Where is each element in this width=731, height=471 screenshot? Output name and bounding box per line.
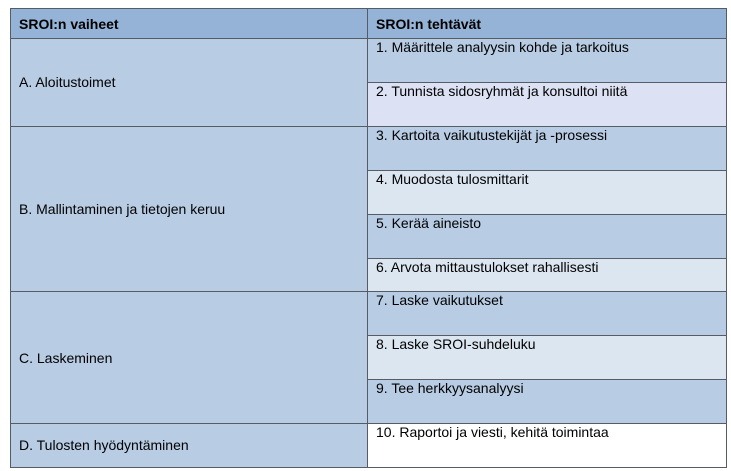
task-cell-2: 2. Tunnista sidosryhmät ja konsultoi niitä [368,82,727,126]
task-cell-4: 4. Muodosta tulosmittarit [368,170,727,214]
sroi-table [10,8,727,468]
table-row [11,126,727,170]
table-row [11,292,727,336]
table-row [11,423,727,467]
task-cell-3: 3. Kartoita vaikutustekijät ja -prosessi [368,126,727,170]
task-cell-6: 6. Arvota mittaustulokset rahallisesti [368,258,727,291]
task-cell-7: 7. Laske vaikutukset [368,292,727,336]
header-row [11,9,727,39]
task-cell-5: 5. Kerää aineisto [368,214,727,258]
phase-cell-c: C. Laskeminen [11,292,368,424]
header-phases: SROI:n vaiheet [11,9,368,39]
task-cell-9: 9. Tee herkkyysanalyysi [368,380,727,424]
phase-cell-d: D. Tulosten hyödyntäminen [11,423,368,467]
task-cell-10: 10. Raportoi ja viesti, kehitä toimintaa [368,423,727,467]
phase-cell-a: A. Aloitustoimet [11,39,368,127]
header-tasks: SROI:n tehtävät [368,9,727,39]
task-cell-8: 8. Laske SROI-suhdeluku [368,336,727,380]
task-cell-1: 1. Määrittele analyysin kohde ja tarkoitus [368,39,727,83]
phase-cell-b: B. Mallintaminen ja tietojen keruu [11,126,368,291]
table-row [11,39,727,83]
